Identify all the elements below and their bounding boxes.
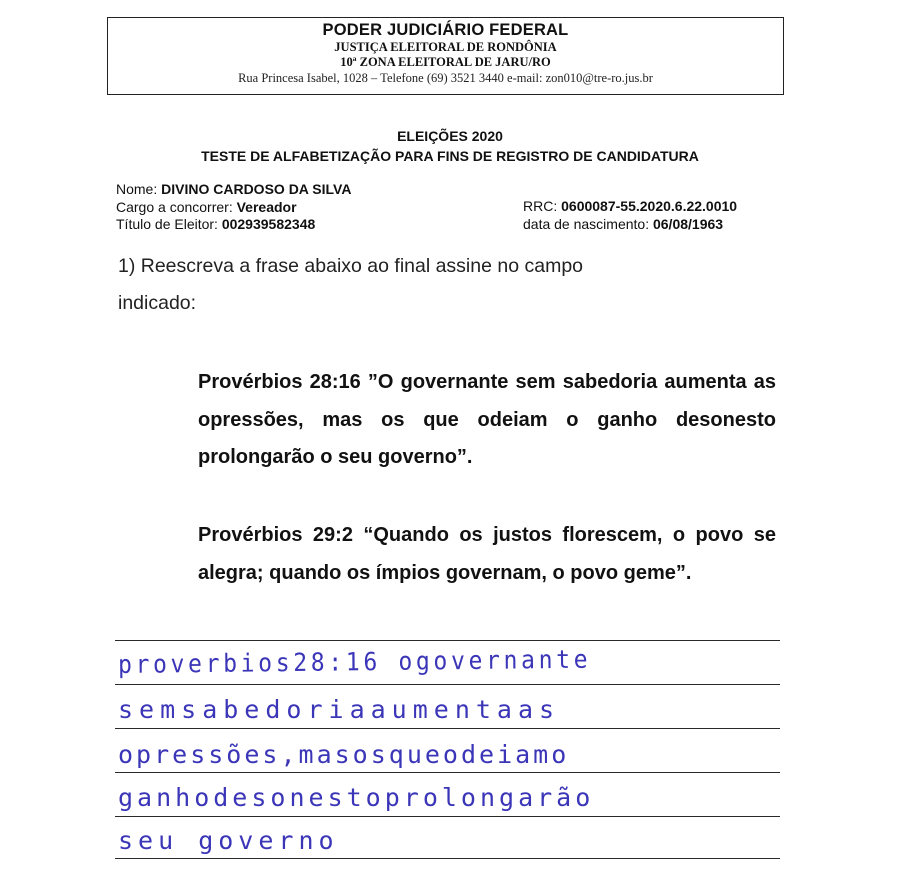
handwritten-line: proverbios28:16 ogovernante — [117, 644, 592, 679]
quote-proverbs-29-2: Provérbios 29:2 “Quando os justos florescem, o povo se alegra; quando os ímpios governam, o povo geme”. — [198, 524, 776, 584]
rrc-label: RRC: — [523, 198, 558, 214]
name-label: Nome: — [116, 181, 158, 197]
court-name: PODER JUDICIÁRIO FEDERAL — [322, 21, 569, 39]
name-row — [116, 181, 351, 199]
office-label: Cargo a concorrer: — [116, 198, 233, 215]
candidate-info-left — [116, 181, 351, 234]
writing-line — [115, 640, 780, 641]
handwritten-line: opressões,masosqueodeiamo — [118, 740, 570, 769]
candidate-info-right — [523, 198, 737, 233]
birth-row — [523, 216, 737, 234]
handwritten-line: ganhodesonestoprolongarão — [118, 783, 595, 812]
instruction-line-1: 1) Reescreva a frase abaixo ao final assine no campo — [118, 255, 584, 277]
quote-proverbs-28-16: Provérbios 28:16 ”O governante sem sabedoria aumenta as opressões, mas os que odeiam o ganho desonesto prolongarão o seu governo”. — [198, 371, 776, 468]
instruction-line-2: indicado: — [118, 292, 197, 314]
voter-id-label: Título de Eleitor: — [116, 216, 218, 232]
office-row — [116, 199, 351, 217]
rrc-row — [523, 198, 737, 216]
birth-label: data de nascimento: — [523, 215, 650, 232]
handwritten-line: semsabedoriaaumentaas — [118, 695, 561, 724]
writing-line — [115, 858, 780, 859]
court-header — [107, 17, 784, 95]
election-title: ELEIÇÕES 2020 — [397, 128, 503, 144]
candidate-name: DIVINO CARDOSO DA SILVA — [161, 181, 352, 197]
test-title: TESTE DE ALFABETIZAÇÃO PARA FINS DE REGISTRO DE CANDIDATURA — [201, 148, 699, 164]
handwritten-line: seu governo — [118, 826, 339, 855]
rrc-number: 0600087-55.2020.6.22.0010 — [561, 198, 738, 214]
court-division: JUSTIÇA ELEITORAL DE RONDÔNIA — [334, 40, 557, 54]
writing-line — [115, 728, 780, 729]
voter-id: 002939582348 — [221, 216, 316, 232]
writing-line — [115, 816, 780, 817]
voter-id-row — [116, 216, 351, 234]
birth-date: 06/08/1963 — [652, 215, 724, 232]
electoral-zone: 10ª ZONA ELEITORAL DE JARU/RO — [340, 55, 551, 69]
writing-line — [115, 684, 780, 685]
court-address: Rua Princesa Isabel, 1028 – Telefone (69) 3521 3440 e-mail: zon010@tre-ro.jus.br — [238, 71, 653, 85]
writing-line — [115, 772, 780, 773]
candidate-office: Vereador — [236, 198, 297, 215]
